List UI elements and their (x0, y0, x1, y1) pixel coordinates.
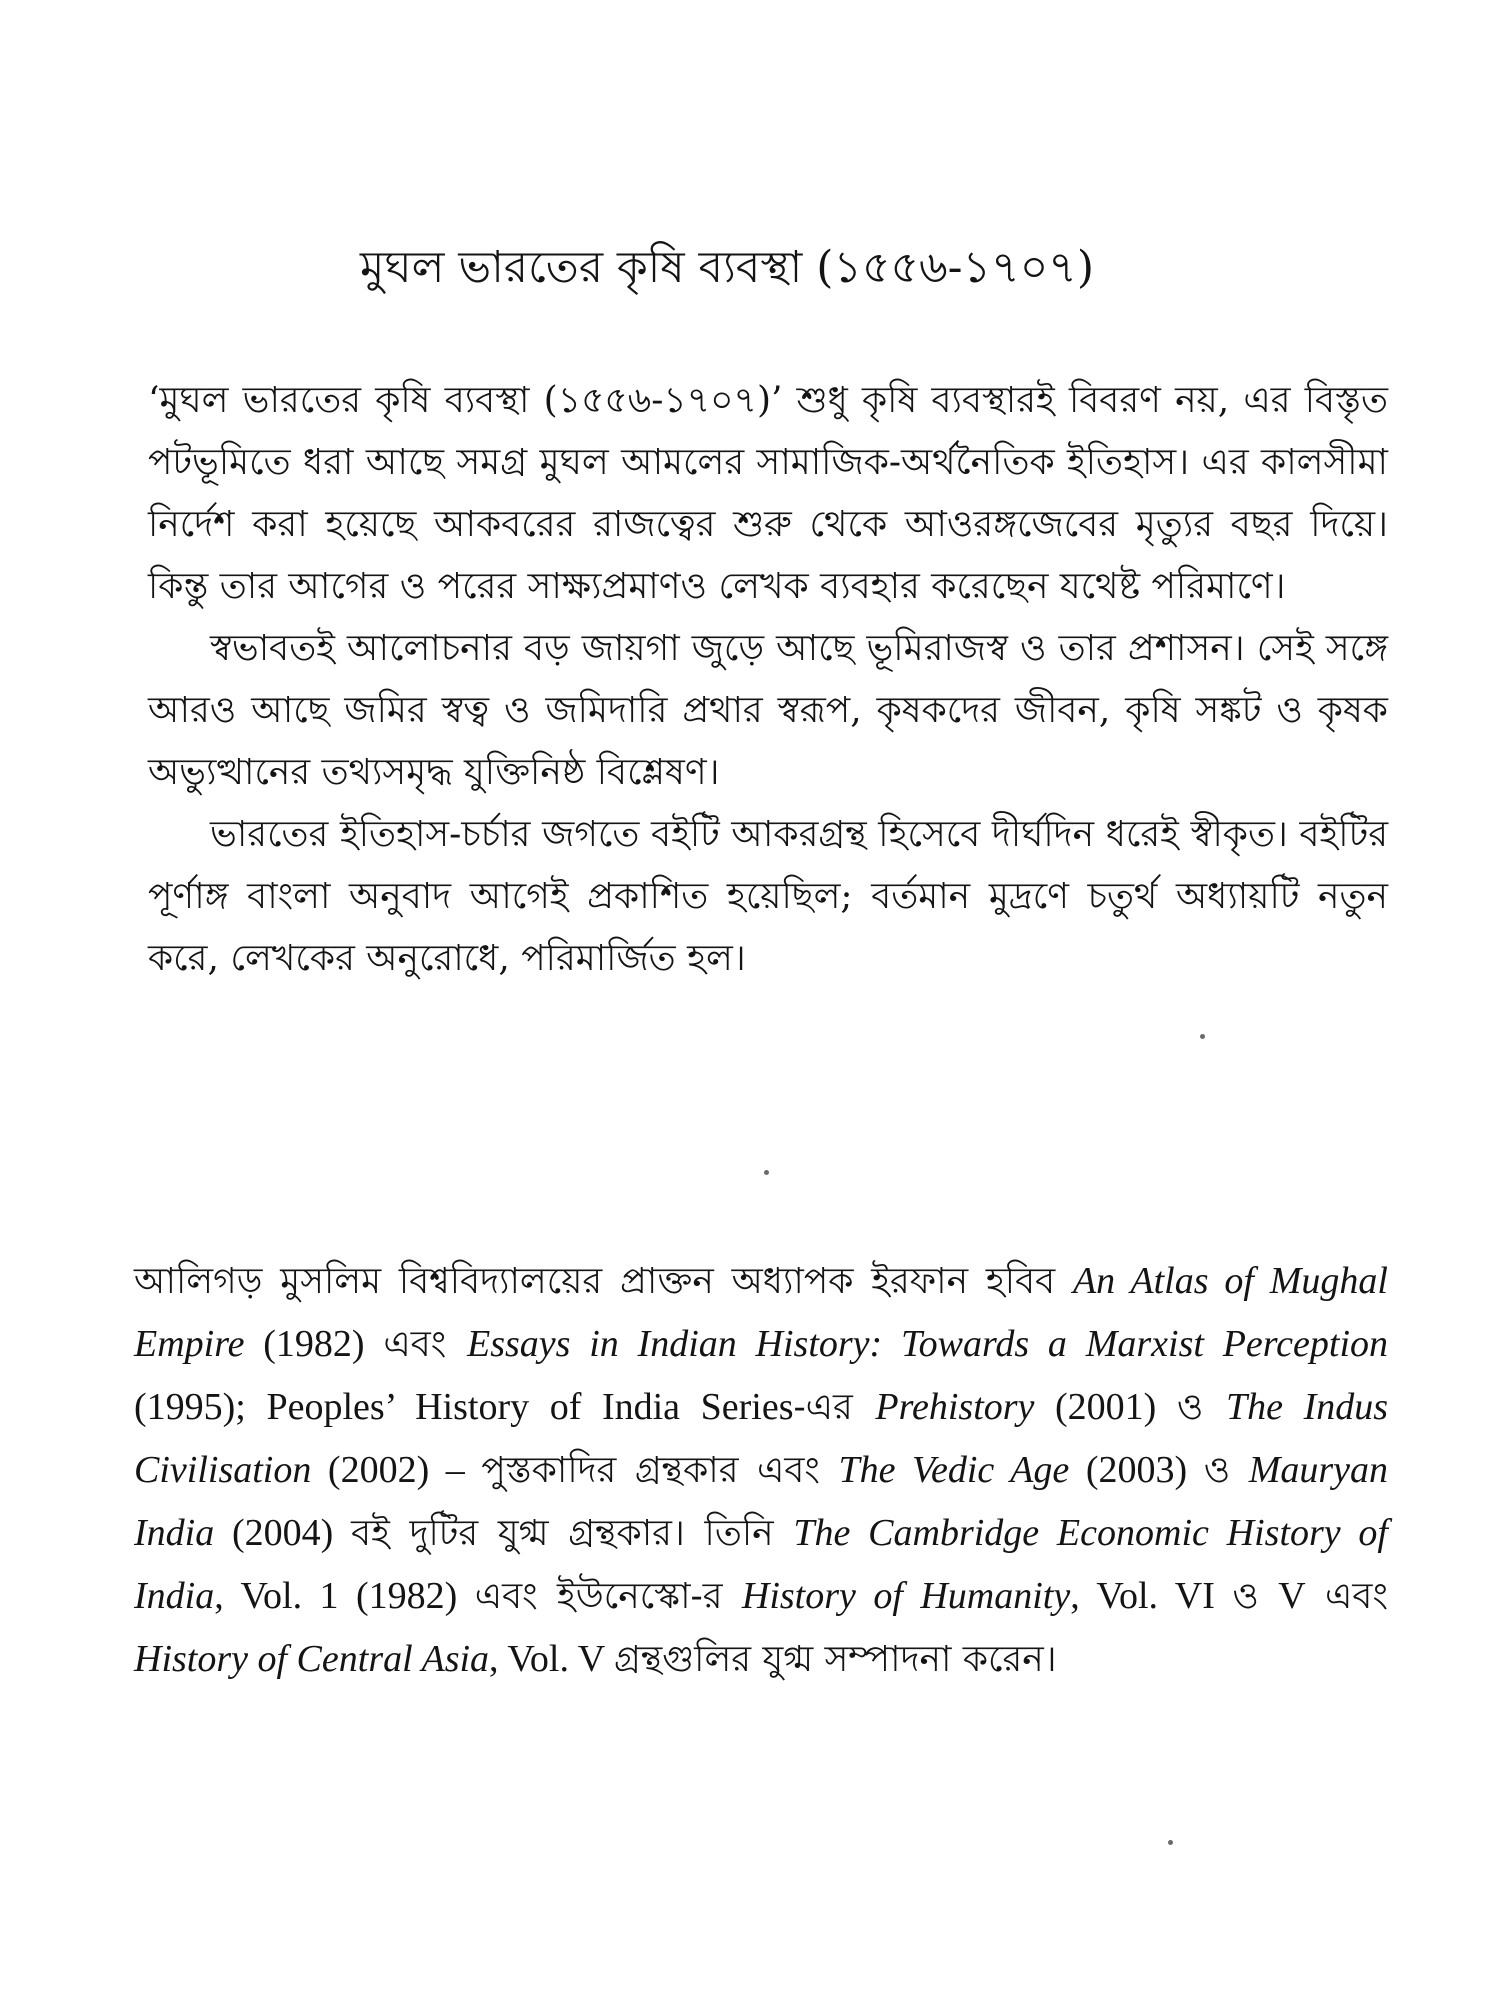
bio-text-segment: এবং (383, 1324, 467, 1365)
bio-text-segment: , Vol. VI (1070, 1575, 1233, 1617)
book-title-reference: Prehistory (875, 1386, 1035, 1428)
bio-text-segment: এবং (1305, 1576, 1388, 1617)
bio-text-segment: আলিগড় মুসলিম বিশ্ববিদ্যালয়ের প্রাক্তন অধ্যাপক ইরফান হবিব (134, 1261, 1073, 1302)
speck-mark (764, 1170, 769, 1175)
author-bio-paragraph (134, 1250, 1388, 1691)
book-title-reference: The Vedic Age (838, 1449, 1070, 1491)
description-paragraph: ‘মুঘল ভারতের কৃষি ব্যবস্থা (১৫৫৬-১৭০৭)’ শুধু কৃষি ব্যবস্থারই বিবরণ নয়, এর বিস্তৃত পটভূমিতে ধরা আছে সমগ্র মুঘল আমলের সামাজিক-অর্থনৈতিক ইতিহাস। এর কালসীমা নির্দেশ করা হয়েছে আকবরের রাজত্বের শুরু থেকে আওরঙ্গজেবের মৃত্যুর বছর দিয়ে। কিন্তু তার আগের ও পরের সাক্ষ্যপ্রমাণও লেখক ব্যবহার করেছেন যথেষ্ট পরিমাণে। (148, 380, 1388, 607)
bio-text-segment: -এর (793, 1387, 876, 1428)
book-title-reference: An Atlas of Mughal Empire (134, 1260, 1388, 1365)
description-paragraph: ভারতের ইতিহাস-চর্চার জগতে বইটি আকরগ্রন্থ হিসেবে দীর্ঘদিন ধরেই স্বীকৃত। বইটির পূর্ণাঙ্গ বাংলা অনুবাদ আগেই প্রকাশিত হয়েছিল; বর্তমান মুদ্রণে চতুর্থ অধ্যায়টি নতুন করে, লেখকের অনুরোধে, পরিমার্জিত হল। (148, 814, 1388, 979)
bio-text-segment: (2001) (1034, 1386, 1177, 1428)
bio-text-segment: V (1278, 1575, 1306, 1617)
book-title-reference: Essays in Indian History: Towards a Marxist Perception (467, 1323, 1388, 1365)
author-bio (134, 1250, 1388, 1691)
bio-text-segment: ও (1203, 1450, 1249, 1491)
book-title-reference: History of Central Asia (134, 1638, 490, 1680)
bio-text-segment: ও (1232, 1576, 1279, 1617)
bio-text-segment: (2002) – (311, 1449, 482, 1491)
speck-mark (1168, 1840, 1173, 1845)
bio-text-segment: এবং ইউনেস্কো-র (474, 1576, 742, 1617)
bio-text-segment: (1982) (244, 1323, 384, 1365)
bio-text-segment: (1995); Peoples’ History of India Series (134, 1386, 794, 1428)
bio-text-segment: (2004) (214, 1512, 352, 1554)
description-paragraph: স্বভাবতই আলোচনার বড় জায়গা জুড়ে আছে ভূমিরাজস্ব ও তার প্রশাসন। সেই সঙ্গে আরও আছে জমির স্বত্ব ও জমিদারি প্রথার স্বরূপ, কৃষকদের জীবন, কৃষি সঙ্কট ও কৃষক অভ্যুত্থানের তথ্যসমৃদ্ধ যুক্তিনিষ্ঠ বিশ্লেষণ। (148, 628, 1388, 793)
bio-text-segment: , Vol. V (489, 1638, 615, 1680)
bio-text-segment: ও (1176, 1387, 1226, 1428)
book-title-reference: The Indus Civilisation (134, 1386, 1389, 1491)
book-title-reference: History of Humanity (741, 1575, 1071, 1617)
bio-text-segment: গ্রন্থগুলির যুগ্ম সম্পাদনা করেন। (614, 1639, 1057, 1680)
bio-text-segment: , Vol. 1 (1982) (214, 1575, 475, 1617)
bio-text-segment: পুস্তকাদির গ্রন্থকার এবং (481, 1450, 839, 1491)
bio-text-segment: (2003) (1069, 1449, 1204, 1491)
book-description (148, 370, 1388, 990)
bio-text-segment: বই দুটির যুগ্ম গ্রন্থকার। তিনি (351, 1513, 794, 1554)
speck-mark (1200, 1034, 1205, 1039)
book-title-reference: The Cambridge Economic History of India (134, 1512, 1388, 1617)
book-title-reference: Mauryan India (134, 1449, 1389, 1554)
book-title: মুঘল ভারতের কৃষি ব্যবস্থা (১৫৫৬-১৭০৭) (360, 242, 1095, 293)
